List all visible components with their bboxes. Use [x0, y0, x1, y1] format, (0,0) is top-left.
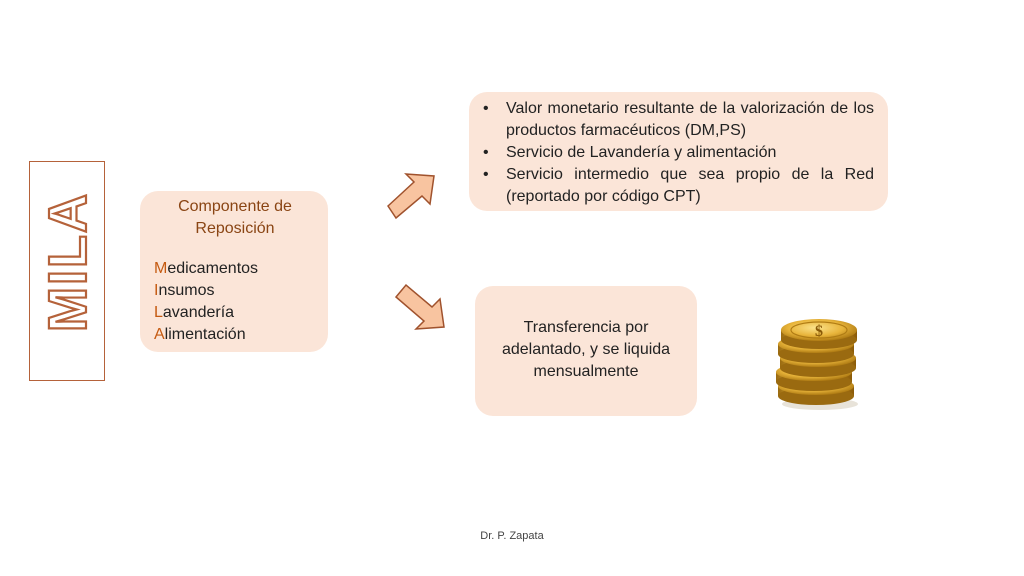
arrow-up-right-icon	[382, 170, 440, 222]
reposition-component-box	[140, 191, 328, 352]
item-rest: avandería	[162, 304, 235, 321]
item-rest: nsumos	[158, 282, 215, 299]
item-initial: L	[154, 304, 163, 321]
valuation-details-box	[469, 92, 888, 211]
item-rest: edicamentos	[167, 260, 259, 277]
transfer-box	[475, 286, 697, 416]
reposition-items	[154, 258, 316, 346]
list-item	[481, 164, 874, 208]
reposition-title: Componente de Reposición	[178, 198, 292, 237]
list-item	[154, 324, 316, 346]
mila-label: MILA	[38, 192, 98, 332]
bullet-text: Servicio de Lavandería y alimentación	[506, 144, 777, 161]
list-item	[481, 142, 874, 164]
footer-author: Dr. P. Zapata	[480, 530, 544, 542]
item-initial: M	[154, 260, 168, 277]
gold-coins-icon	[772, 306, 862, 412]
item-rest: limentación	[164, 326, 246, 343]
item-initial: I	[154, 282, 159, 299]
list-item	[154, 302, 316, 324]
list-item	[154, 258, 316, 280]
list-item	[154, 280, 316, 302]
bullet-icon: •	[483, 144, 489, 161]
item-initial: A	[154, 326, 165, 343]
bullet-text: Servicio intermedio que sea propio de la Red (reportado por código CPT)	[506, 166, 874, 205]
valuation-bullets	[481, 98, 874, 208]
list-item	[481, 98, 874, 142]
transfer-text: Transferencia por adelantado, y se liquida mensualmente	[501, 319, 671, 380]
arrow-down-right-icon	[392, 281, 450, 333]
dollar-sign: $	[815, 323, 823, 340]
mila-label-frame	[29, 161, 105, 381]
bullet-icon: •	[483, 166, 489, 183]
mila-label-graphic	[30, 162, 106, 382]
bullet-text: Valor monetario resultante de la valorización de los productos farmacéuticos (DM,PS)	[506, 100, 874, 139]
bullet-icon: •	[483, 100, 489, 117]
